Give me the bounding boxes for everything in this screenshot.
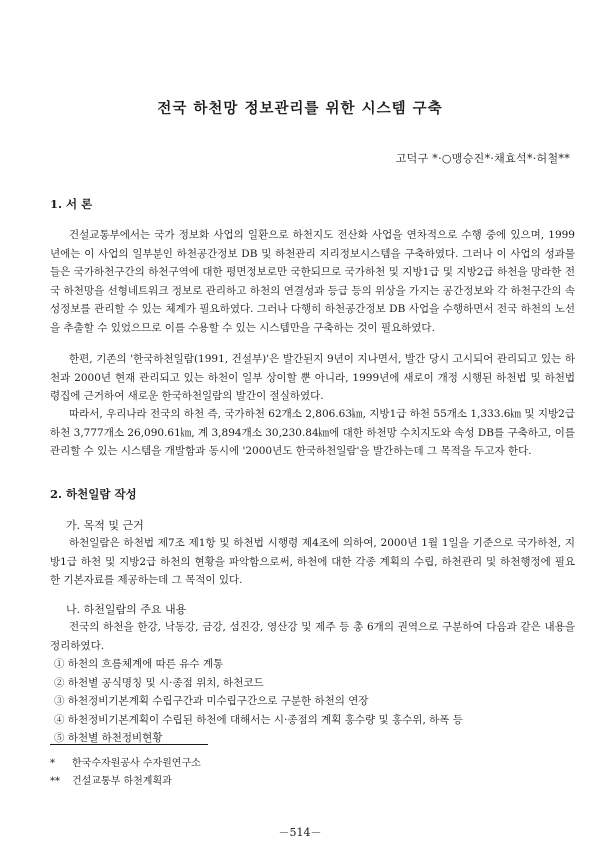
intro-paragraph-2: 한편, 기존의 '한국하천일람(1991, 건설부)'은 발간된지 9년이 지나면서, 발간 당시 고시되어 관리되고 있는 하천과 2000년 현재 관리되고 있는 하천이 일부 상이할 뿐 아니라, 1999년에 새로이 개정 시행된 하천법 및 하천법령집에 근거하여 새로운 한국하천일람의 발간이 절실하였다. — [50, 353, 575, 402]
footnote-mark: ** — [50, 776, 60, 787]
author-line: 고덕구 *·○맹승진*·채효석*·허철** — [395, 152, 570, 165]
contents-paragraph: 전국의 하천을 한강, 낙동강, 금강, 섬진강, 영산강 및 제주 등 총 6개의 권역으로 구분하여 다음과 같은 내용을 정리하였다. — [50, 621, 575, 652]
list-item: ② 하천별 공식명칭 및 시·종점 위치, 하천코드 — [54, 676, 264, 689]
subsection-heading-purpose: 가. 목적 및 근거 — [66, 519, 144, 532]
intro-paragraph-1: 건설교통부에서는 국가 정보화 사업의 일환으로 하천지도 전산화 사업을 연차적으로 수행 중에 있으며, 1999년에는 이 사업의 일부분인 하천공간정보 DB 및 하천관리 지리정보시스템을 구축하였다. 그러나 이 사업의 성과물들은 국가하천구간의 하천구역에 대한 평면정보로만 국한되므로 국가하천 및 지방1급 및 지방2급 하천을 망라한 전국 하천망을 선형네트워크 정보로 관리하고 하천의 연결성과 등급 등의 위상을 가지는 공간정보와 각 하천구간의 속성정보를 관리할 수 있는 체계가 필요하였다. 그러나 다행히 하천공간정보 DB 사업을 수행하면서 전국 하천의 노선을 추출할 수 있었으므로 이를 수용할 수 있는 시스템만을 구축하는 것이 필요하였다. — [50, 229, 575, 334]
intro-paragraph-3: 따라서, 우리나라 전국의 하천 즉, 국가하천 62개소 2,806.63㎞, 지방1급 하천 55개소 1,333.6㎞ 및 지방2급 하천 3,777개소 26,090.61㎞, 계 3,894개소 30,230.84㎞에 대한 하천망 수치지도와 속성 DB를 구축하고, 이를 관리할 수 있는 시스템을 개발함과 동시에 '2000년도 한국하천일람'을 발간하는데 그 목적을 두고자 한다. — [50, 408, 575, 457]
footnote-text: 한국수자원공사 수자원연구소 — [72, 758, 201, 769]
contents-list — [54, 655, 574, 748]
list-item: ③ 하천정비기본계획 수립구간과 미수립구간으로 구분한 하천의 연장 — [54, 695, 369, 707]
paper-title: 전국 하천망 정보관리를 위한 시스템 구축 — [157, 100, 443, 117]
list-item: ⑤ 하천별 하천정비현황 — [54, 732, 163, 744]
purpose-paragraph: 하천일람은 하천법 제7조 제1항 및 하천법 시행령 제4조에 의하여, 2000년 1월 1일을 기준으로 국가하천, 지방1급 하천 및 지방2급 하천의 현황을 파악함으로써, 하천에 대한 각종 계획의 수립, 하천관리 및 하천행정에 필요한 기본자료를 제공하는데 그 목적이 있다. — [50, 537, 575, 586]
footnote-divider — [50, 744, 208, 745]
section-heading-river-survey: 2. 하천일람 작성 — [50, 487, 137, 501]
page-number: －514－ — [278, 826, 322, 839]
footnote-1 — [50, 754, 201, 769]
footnote-mark: * — [50, 758, 55, 769]
subsection-heading-contents: 나. 하천일람의 주요 내용 — [66, 603, 187, 616]
list-item: ① 하천의 흐름체계에 따른 유수 계통 — [54, 658, 224, 670]
footnote-text: 건설교통부 하천계획과 — [72, 776, 172, 787]
list-item: ④ 하천정비기본계획이 수립된 하천에 대해서는 시·종점의 계획 홍수량 및 홍수위, 하폭 등 — [54, 713, 463, 726]
footnote-2 — [50, 772, 172, 787]
section-heading-introduction: 1. 서 론 — [50, 197, 93, 211]
